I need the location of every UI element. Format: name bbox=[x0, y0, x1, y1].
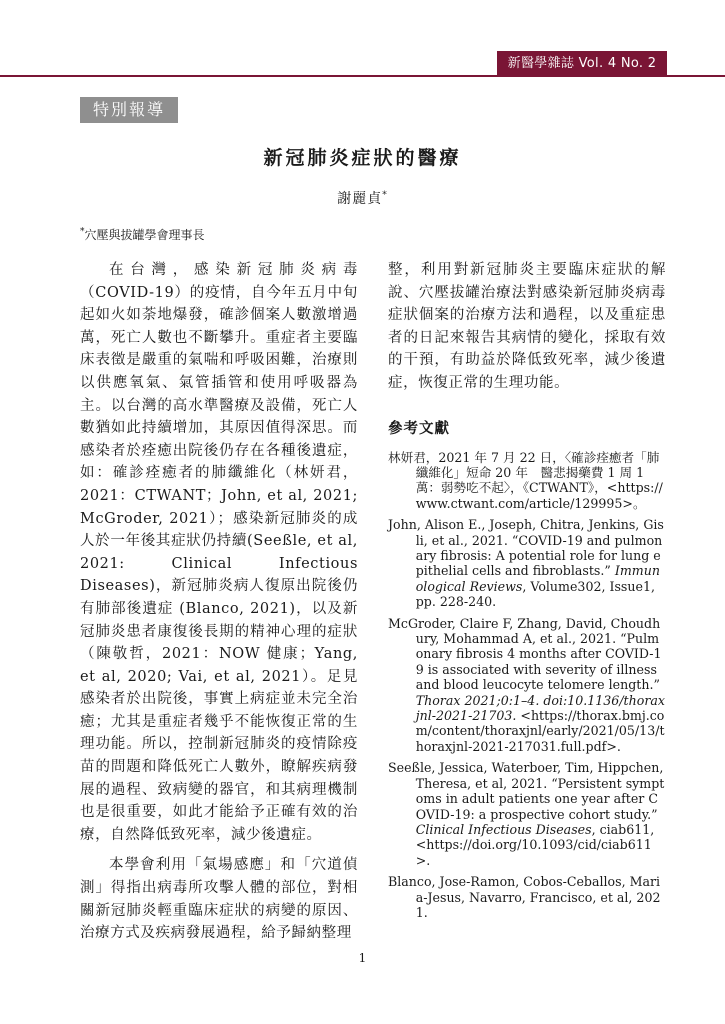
author-line bbox=[0, 188, 725, 208]
reference-item: Seeßle, Jessica, Waterboer, Tim, Hippchen, Theresa, et al, 2021. “Persistent symptoms in adult patients one year after COVID-19: a prospective cohort study.” Clinical Infectious Diseases, ciab611, <https://doi.org/10.1093/cid/ciab611>. bbox=[388, 760, 665, 868]
reference-item: McGroder, Claire F, Zhang, David, Choudhury, Mohammad A, et al., 2021. “Pulmonary fibrosis 4 months after COVID-19 is associated with severity of illness and blood leucocyte telomere length.” Thorax 2021;0:1–4. doi:10.1136/thoraxjnl-2021-21703. <https://thorax.bmj.com/content/thoraxjnl/early/2021/05/13/thoraxjnl-2021-217031.full.pdf>. bbox=[388, 615, 665, 754]
journal-tag: 新醫學雜誌 Vol. 4 No. 2 bbox=[497, 51, 667, 77]
affiliation-mark: * bbox=[80, 227, 85, 237]
left-column bbox=[80, 259, 358, 945]
reference-source: Immunological Reviews bbox=[415, 563, 660, 594]
author-name: 謝麗貞 bbox=[337, 191, 383, 207]
body-paragraph-continued: 整，利用對新冠肺炎主要臨床症狀的解說、穴壓拔罐治療法對感染新冠肺炎病毒症狀個案的治療方法和過程，以及重症患者的日記來報告其病情的變化，採取有效的干預，有助益於降低致死率，減少後遺症，恢復正常的生理功能。 bbox=[388, 262, 666, 391]
author-mark: * bbox=[382, 190, 388, 201]
references-heading: 參考文獻 bbox=[388, 419, 450, 437]
references-list bbox=[388, 450, 666, 921]
reference-item: John, Alison E., Joseph, Chitra, Jenkins, Gisli, et al., 2021. “COVID-19 and pulmonary fibrosis: A potential role for lung epithelial cells and fibroblasts.” Immunological Reviews, Volume302, Issue1, pp. 228-240. bbox=[388, 517, 664, 610]
page-number: 1 bbox=[358, 951, 367, 965]
reference-source: Thorax 2021;0:1–4. doi:10.1136/thoraxjnl-2021-21703. bbox=[415, 692, 665, 724]
reference-item: 林妍君，2021 年 7 月 22 日，〈確診痊癒者「肺纖維化」短命 20 年 醫悲揭藥費 1 周 1 萬：弱勢吃不起〉，《CTWANT》，<https://www.ctwant.com/article/129995>。 bbox=[388, 449, 663, 511]
right-column bbox=[388, 259, 666, 926]
body-paragraph-2: 本學會利用「氣場感應」和「穴道偵測」得指出病毒所攻擊人體的部位，對相關新冠肺炎輕重臨床症狀的病變的原因、治療方式及疾病發展過程，給予歸納整理 bbox=[80, 857, 358, 942]
body-paragraph-1: 在台灣，感染新冠肺炎病毒（COVID-19）的疫情，自今年五月中旬起如火如荼地爆發，確診個案人數激增過萬，死亡人數也不斷攀升。重症者主要臨床表徵是嚴重的氣喘和呼吸困難，治療則以供應氧氣、氣管插管和使用呼吸器為主。以台灣的高水準醫療及設備，死亡人數猶如此持續增加，其原因值得深思。而感染者於痊癒出院後仍存在各種後遺症，如：確診痊癒者的肺纖維化（林妍君，2021：CTWANT；John, et al, 2021; McGroder, 2021）；感染新冠肺炎的成人於一年後其症狀仍持續(Seeßle, et al, 2021: Clinical Infectious Diseases)，新冠肺炎病人復原出院後仍有肺部後遺症 (Blanco, 2021)，以及新冠肺炎患者康復後長期的精神心理的症狀（陳敬哲，2021：NOW 健康；Yang, et al, 2020; Vai, et al, 2021）。足見感染者於出院後，事實上病症並未完全治癒；尤其是重症者幾乎不能恢復正常的生理功能。所以，控制新冠肺炎的疫情除疫苗的問題和降低死亡人數外，瞭解疾病發展的過程、致病變的器官，和其病理機制也是很重要，如此才能給予正確有效的治療，自然降低致死率，減少後遺症。 bbox=[80, 262, 358, 843]
reference-item: Blanco, Jose-Ramon, Cobos-Ceballos, Maria-Jesus, Navarro, Francisco, et al, 2021. bbox=[388, 874, 661, 920]
section-tag: 特別報導 bbox=[80, 97, 178, 123]
affiliation-text: 穴壓與拔罐學會理事長 bbox=[84, 228, 205, 242]
affiliation bbox=[80, 226, 205, 243]
reference-source: Clinical Infectious Diseases bbox=[415, 821, 592, 837]
article-title: 新冠肺炎症狀的醫療 bbox=[263, 147, 462, 169]
